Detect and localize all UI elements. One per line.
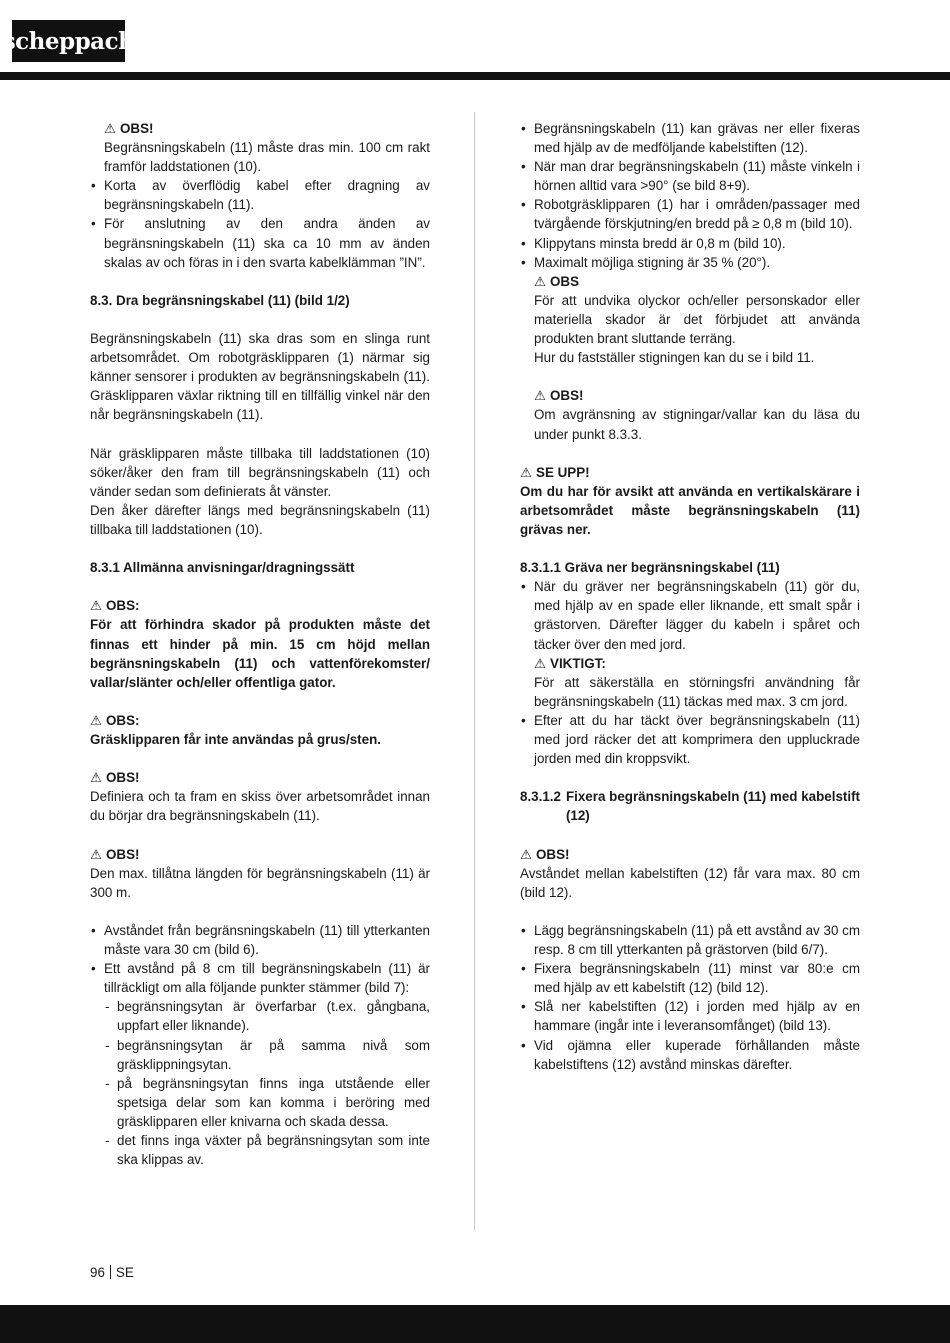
list-item: • Fixera begränsningskabeln (11) minst var 80:e cm med hjälp av ett kabelstift (12) (bild 12).: [520, 959, 860, 997]
list-item: • Lägg begränsningskabeln (11) på ett avstånd av 30 cm resp. 8 cm till ytterkanten på grästorven (bild 6/7).: [520, 921, 860, 959]
note-title: ⚠ VIKTIGT:: [534, 655, 606, 671]
list-item: • Klippytans minsta bredd är 0,8 m (bild 10).: [520, 234, 860, 253]
dash-item: - på begränsningsytan finns inga utstående eller spetsiga delar som kan komma i beröring med gräsklipparen eller knivarna och skada dessa.: [104, 1074, 430, 1131]
warning-triangle-icon: ⚠: [534, 388, 547, 404]
page-number: 96: [90, 1265, 105, 1280]
list-item: • Korta av överflödig kabel efter dragning av begränsningskabeln (11).: [90, 176, 430, 214]
note-text: Den max. tillåtna längden för begränsningskabeln (11) är 300 m.: [90, 865, 430, 900]
note-text: Definiera och ta fram en skiss över arbetsområdet innan du börjar dra begränsningskabeln (11).: [90, 789, 430, 824]
right-column: [520, 119, 860, 1074]
list-item: • När man drar begränsningskabeln (11) måste vinkeln i hörnen alltid vara >90° (se bild 8+9).: [520, 157, 860, 195]
section-heading: 8.3.1.1 Gräva ner begränsningskabel (11): [520, 560, 780, 576]
warning-triangle-icon: ⚠: [520, 464, 533, 480]
list-item: • För anslutning av den andra änden av begränsningskabeln (11) ska ca 10 mm av änden skalas av och föras in i den svarta kabelklämman ”IN”.: [90, 214, 430, 271]
note-title: ⚠ OBS!: [90, 846, 140, 862]
warning-triangle-icon: ⚠: [90, 712, 103, 728]
warning-triangle-icon: ⚠: [534, 655, 547, 671]
paragraph: Den åker därefter längs med begränsningskabeln (11) tillbaka till laddstationen (10).: [90, 502, 430, 537]
list-item: • Avståndet från begränsningskabeln (11) till ytterkanten måste vara 30 cm (bild 6).: [90, 921, 430, 959]
warning-triangle-icon: ⚠: [90, 846, 103, 862]
list-item: • Maximalt möjliga stigning är 35 % (20°).: [520, 253, 860, 272]
warning-triangle-icon: ⚠: [90, 770, 103, 786]
list-item: • Robotgräsklipparen (1) har i områden/passager med tvärgående förskjutning/en bredd på ≥ 0,8 m (bild 10).: [520, 195, 860, 233]
note-text: Begränsningskabeln (11) måste dras min. 100 cm rakt framför laddstationen (10).: [104, 140, 430, 175]
note-text: Hur du fastställer stigningen kan du se i bild 11.: [534, 350, 815, 366]
header-rule: [0, 72, 950, 80]
note-text: För att säkerställa en störningsfri användning får begränsningskabeln (11) täckas med max. 3 cm jord.: [534, 674, 860, 709]
list-item: • När du gräver ner begränsningskabeln (11) gör du, med hjälp av en spade eller liknande, ett smalt spår i grästorven. Därefter lägger du kabeln i spåret och täcker över den med jord. ⚠ VIKTIGT: För att säkerställa en störningsfri användning får begränsningskabeln (11) täckas med max. 3 cm jord.: [520, 577, 860, 711]
list-item: • Efter att du har täckt över begränsningskabeln (11) med jord räcker det att komprimera den uppluckrade jorden med din kroppsvikt.: [520, 711, 860, 768]
language-code: SE: [115, 1265, 134, 1280]
warning-triangle-icon: ⚠: [534, 273, 547, 289]
warning-triangle-icon: ⚠: [520, 846, 533, 862]
column-divider: [474, 112, 475, 1230]
list-item: • Ett avstånd på 8 cm till begränsningskabeln (11) är tillräckligt om alla följande punkter stämmer (bild 7): - begränsningsytan är överfarbar (t.ex. gångbana, uppfart eller liknande). - begränsningsytan är på samma nivå som gräsklippningsytan. - på begränsningsytan finns inga utstående eller spetsiga delar som kan komma i beröring med gräsklipparen eller knivarna och skada dessa. - det finns inga växter på begränsningsytan som inte ska klippas av.: [90, 959, 430, 1169]
note-title: ⚠ OBS: [534, 273, 580, 289]
dash-item: - begränsningsytan är på samma nivå som gräsklippningsytan.: [104, 1036, 430, 1074]
note-title: ⚠ OBS!: [534, 388, 584, 404]
section-heading: 8.3.1.2 Fixera begränsningskabeln (11) med kabelstift (12): [520, 789, 860, 824]
paragraph: Begränsningskabeln (11) ska dras som en slinga runt arbetsområdet. Om robotgräsklipparen (1) närmar sig känner sensorer i produkten av begränsningskabeln (11). Gräsklipparen växlar riktning till en tillfällig vinkel när den når begränsningskabeln (11).: [90, 331, 430, 423]
caution-text: Om du har för avsikt att använda en vertikalskärare i arbetsområdet måste begränsningskabeln (11) grävas ner.: [520, 483, 860, 537]
note-text: Avståndet mellan kabelstiften (12) får vara max. 80 cm (bild 12).: [520, 865, 860, 900]
dash-list: [104, 997, 430, 1169]
bullet-list: [520, 119, 860, 272]
bullet-list: [520, 577, 860, 768]
page-footer: [90, 1265, 134, 1280]
list-item: • Begränsningskabeln (11) kan grävas ner eller fixeras med hjälp av de medföljande kabelstiften (12).: [520, 119, 860, 157]
dash-item: - begränsningsytan är överfarbar (t.ex. gångbana, uppfart eller liknande).: [104, 997, 430, 1035]
caution-title: ⚠ SE UPP!: [520, 464, 590, 480]
note-text: Om avgränsning av stigningar/vallar kan du läsa du under punkt 8.3.3.: [534, 407, 860, 442]
note-title: ⚠ OBS!: [520, 846, 570, 862]
dash-item: - det finns inga växter på begränsningsytan som inte ska klippas av.: [104, 1131, 430, 1169]
bullet-list: [90, 176, 430, 271]
list-item: • Slå ner kabelstiften (12) i jorden med hjälp av en hammare (ingår inte i leveransomfånget) (bild 13).: [520, 997, 860, 1035]
note-title: ⚠ OBS!: [104, 121, 154, 136]
footer-band: [0, 1305, 950, 1343]
note-text: Gräsklipparen får inte användas på grus/sten.: [90, 732, 381, 747]
bullet-list: [520, 921, 860, 1074]
section-heading: 8.3. Dra begränsningskabel (11) (bild 1/2): [90, 292, 350, 308]
section-heading: 8.3.1 Allmänna anvisningar/dragningssätt: [90, 560, 355, 576]
note-title: ⚠ OBS!: [90, 770, 140, 786]
warning-triangle-icon: ⚠: [104, 121, 117, 136]
note-text: För att undvika olyckor och/eller personskador eller materiella skador är det förbjudet att använda produkten brant sluttande terräng.: [534, 292, 860, 347]
note-text: För att förhindra skador på produkten måste det finnas ett hinder på min. 15 cm höjd mellan begränsningskabeln (11) och vattenförekomster/ vallar/slänter och/eller offentliga gator.: [90, 617, 430, 690]
brand-logo: scheppach: [12, 20, 125, 62]
note-title: ⚠ OBS:: [90, 598, 140, 614]
bullet-list: [90, 921, 430, 1169]
warning-triangle-icon: ⚠: [90, 598, 103, 614]
paragraph: När gräsklipparen måste tillbaka till laddstationen (10) söker/åker den fram till begränsningskabeln (11) och vänder sedan som definierats åt vänster.: [90, 445, 430, 499]
left-column: [90, 119, 430, 1169]
note-title: ⚠ OBS:: [90, 712, 140, 728]
list-item: • Vid ojämna eller kuperade förhållanden måste kabelstiftens (12) avstånd minskas därefter.: [520, 1036, 860, 1074]
